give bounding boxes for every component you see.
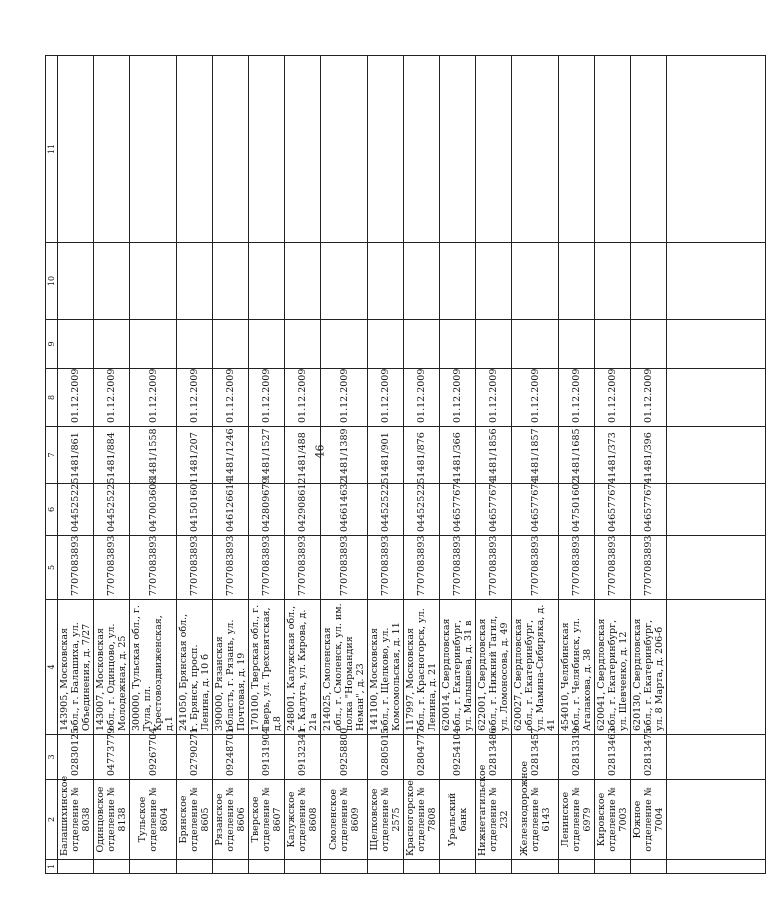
empty-cell bbox=[58, 56, 94, 243]
column-number: 6 bbox=[46, 484, 58, 536]
empty-cell bbox=[368, 320, 404, 369]
empty-cell bbox=[667, 56, 766, 243]
inn-value: 7707083893 bbox=[130, 536, 177, 600]
registration-number: 1481/207 bbox=[177, 427, 213, 484]
empty-cell bbox=[559, 56, 595, 243]
bik-value: 046577674 bbox=[512, 484, 559, 536]
branch-name: Нижнетагильское отделение № 232 bbox=[476, 780, 512, 860]
table-row bbox=[440, 56, 476, 874]
row-number bbox=[94, 860, 130, 874]
date-value: 01.12.2009 bbox=[631, 369, 667, 427]
row-number bbox=[595, 860, 631, 874]
okpo-code: 02813463 bbox=[595, 735, 631, 780]
row-number bbox=[631, 860, 667, 874]
empty-cell bbox=[512, 56, 559, 243]
branch-address: 454010, Челябинская обл., г. Челябинск, ул. Агалакова, д. 38 bbox=[559, 600, 595, 735]
branch-address: 620014, Свердловская обл., г. Екатеринбург, ул. Малышева, д. 31 в bbox=[440, 600, 476, 735]
date-value: 01.12.2009 bbox=[368, 369, 404, 427]
inn-value: 7707083893 bbox=[177, 536, 213, 600]
registration-number: 1481/366 bbox=[440, 427, 476, 484]
empty-cell bbox=[667, 536, 766, 600]
empty-cell bbox=[130, 320, 177, 369]
okpo-code: 09132341 bbox=[285, 735, 321, 780]
branch-name: Щелковское отделение № 2575 bbox=[368, 780, 404, 860]
registration-number: 1481/901 bbox=[368, 427, 404, 484]
empty-cell bbox=[595, 243, 631, 320]
empty-cell bbox=[559, 243, 595, 320]
table-row bbox=[249, 56, 285, 874]
empty-cell bbox=[285, 56, 321, 243]
branch-name: Уральский банк bbox=[440, 780, 476, 860]
okpo-code: 09248701 bbox=[213, 735, 249, 780]
bik-value: 046577674 bbox=[476, 484, 512, 536]
branch-name: Балашихинское отделение № 8038 bbox=[58, 780, 94, 860]
registration-number: 1481/1857 bbox=[512, 427, 559, 484]
empty-cell bbox=[667, 427, 766, 484]
empty-cell bbox=[512, 243, 559, 320]
row-number bbox=[404, 860, 440, 874]
date-value: 01.12.2009 bbox=[440, 369, 476, 427]
bik-value: 044525225 bbox=[58, 484, 94, 536]
empty-cell bbox=[631, 56, 667, 243]
empty-cell bbox=[285, 320, 321, 369]
branch-name: Одинцовское отделение № 8138 bbox=[94, 780, 130, 860]
branch-name: Калужское отделение № 8608 bbox=[285, 780, 321, 860]
branch-name: Ленинское отделение № 6979 bbox=[559, 780, 595, 860]
registration-number: 1481/373 bbox=[595, 427, 631, 484]
table-row bbox=[595, 56, 631, 874]
date-value: 01.12.2009 bbox=[321, 369, 368, 427]
bik-value: 046577674 bbox=[631, 484, 667, 536]
registration-number: 1481/488 bbox=[285, 427, 321, 484]
empty-cell bbox=[213, 320, 249, 369]
empty-cell bbox=[321, 56, 368, 243]
table-row bbox=[213, 56, 249, 874]
empty-cell bbox=[213, 243, 249, 320]
inn-value: 7707083893 bbox=[476, 536, 512, 600]
bik-value: 042908612 bbox=[285, 484, 321, 536]
inn-value: 7707083893 bbox=[440, 536, 476, 600]
inn-value: 7707083893 bbox=[58, 536, 94, 600]
branch-address: 620041, Свердловская обл., г. Екатеринбург, ул. Шевченко, д. 12 bbox=[595, 600, 631, 735]
inn-value: 7707083893 bbox=[595, 536, 631, 600]
empty-cell bbox=[631, 243, 667, 320]
row-number bbox=[249, 860, 285, 874]
empty-cell bbox=[130, 243, 177, 320]
column-number: 5 bbox=[46, 536, 58, 600]
empty-cell bbox=[177, 243, 213, 320]
empty-row bbox=[667, 56, 766, 874]
okpo-code: 09131904 bbox=[249, 735, 285, 780]
row-number bbox=[476, 860, 512, 874]
branch-address: 241050, Брянская обл., г. Брянск, просп. Ленина, д. 10 б bbox=[177, 600, 213, 735]
empty-cell bbox=[559, 320, 595, 369]
inn-value: 7707083893 bbox=[368, 536, 404, 600]
okpo-code: 02790271 bbox=[177, 735, 213, 780]
document-table-rotated bbox=[45, 56, 665, 874]
okpo-code: 02813457 bbox=[512, 735, 559, 780]
date-value: 01.12.2009 bbox=[404, 369, 440, 427]
bik-value: 046577674 bbox=[595, 484, 631, 536]
okpo-code: 04773779 bbox=[94, 735, 130, 780]
branch-address: 390000, Рязанская область, г. Рязань, ул. Почтовая, д. 19 bbox=[213, 600, 249, 735]
bik-value: 041501601 bbox=[177, 484, 213, 536]
row-number bbox=[559, 860, 595, 874]
inn-value: 7707083893 bbox=[512, 536, 559, 600]
bik-value: 047501602 bbox=[559, 484, 595, 536]
branch-address: 620027, Свердловская обл., г. Екатеринбург, ул. Мамина-Сибиряка, д. 41 bbox=[512, 600, 559, 735]
row-number bbox=[440, 860, 476, 874]
branch-address: 117997, Московская обл., г. Красногорск, ул. Ленина, д. 21 bbox=[404, 600, 440, 735]
date-value: 01.12.2009 bbox=[476, 369, 512, 427]
row-number bbox=[58, 860, 94, 874]
empty-cell bbox=[667, 860, 766, 874]
branch-name: Красногорское отделение № 7808 bbox=[404, 780, 440, 860]
inn-value: 7707083893 bbox=[404, 536, 440, 600]
table-row bbox=[58, 56, 94, 874]
registration-number: 1481/1389 bbox=[321, 427, 368, 484]
empty-cell bbox=[249, 320, 285, 369]
page-number: 46 bbox=[313, 444, 327, 459]
okpo-code: 02830125 bbox=[58, 735, 94, 780]
empty-cell bbox=[595, 320, 631, 369]
column-number: 3 bbox=[46, 735, 58, 780]
table-row bbox=[130, 56, 177, 874]
okpo-code: 02813486 bbox=[476, 735, 512, 780]
date-value: 01.12.2009 bbox=[58, 369, 94, 427]
date-value: 01.12.2009 bbox=[559, 369, 595, 427]
okpo-code: 09267704 bbox=[130, 735, 177, 780]
empty-cell bbox=[321, 320, 368, 369]
row-number bbox=[321, 860, 368, 874]
empty-cell bbox=[130, 56, 177, 243]
empty-cell bbox=[667, 780, 766, 860]
table-row bbox=[321, 56, 368, 874]
okpo-code: 02804777 bbox=[404, 735, 440, 780]
date-value: 01.12.2009 bbox=[249, 369, 285, 427]
branch-name: Железнодорожное отделение № 6143 bbox=[512, 780, 559, 860]
empty-cell bbox=[440, 56, 476, 243]
empty-cell bbox=[249, 243, 285, 320]
empty-cell bbox=[58, 320, 94, 369]
branch-name: Кировское отделение № 7003 bbox=[595, 780, 631, 860]
inn-value: 7707083893 bbox=[285, 536, 321, 600]
table-row bbox=[94, 56, 130, 874]
row-number bbox=[285, 860, 321, 874]
empty-cell bbox=[667, 320, 766, 369]
empty-cell bbox=[476, 320, 512, 369]
inn-value: 7707083893 bbox=[94, 536, 130, 600]
empty-cell bbox=[667, 484, 766, 536]
empty-cell bbox=[368, 243, 404, 320]
empty-cell bbox=[512, 320, 559, 369]
okpo-code: 09258800 bbox=[321, 735, 368, 780]
branch-address: 248001, Калужская обл., г. Калуга, ул. Кирова, д. 21а bbox=[285, 600, 321, 735]
empty-cell bbox=[321, 243, 368, 320]
empty-cell bbox=[94, 320, 130, 369]
registration-number: 1481/396 bbox=[631, 427, 667, 484]
bik-value: 046126614 bbox=[213, 484, 249, 536]
inn-value: 7707083893 bbox=[321, 536, 368, 600]
column-number: 11 bbox=[46, 56, 58, 243]
column-number: 2 bbox=[46, 780, 58, 860]
column-number: 8 bbox=[46, 369, 58, 427]
registration-number: 1481/1527 bbox=[249, 427, 285, 484]
bik-value: 044525225 bbox=[404, 484, 440, 536]
table-row bbox=[285, 56, 321, 874]
empty-cell bbox=[667, 369, 766, 427]
branch-name: Южное отделение № 7004 bbox=[631, 780, 667, 860]
branch-address: 620130, Свердловская обл., г. Екатеринбург, ул. 8 Марта, д. 206-б bbox=[631, 600, 667, 735]
branch-address: 143905, Московская обл., г. Балашиха, ул. Объединения, д. 7/27 bbox=[58, 600, 94, 735]
empty-cell bbox=[404, 56, 440, 243]
empty-cell bbox=[476, 243, 512, 320]
column-number: 7 bbox=[46, 427, 58, 484]
okpo-code: 02813319 bbox=[559, 735, 595, 780]
inn-value: 7707083893 bbox=[213, 536, 249, 600]
empty-cell bbox=[667, 600, 766, 735]
row-number bbox=[368, 860, 404, 874]
branch-address: 141100, Московская обл., г. Щелково, ул. Комсомольская, д. 11 bbox=[368, 600, 404, 735]
branch-address: 170100, Тверская обл., г. Тверь, ул. Трехсвятская, д.8 bbox=[249, 600, 285, 735]
bik-value: 044525225 bbox=[368, 484, 404, 536]
date-value: 01.12.2009 bbox=[512, 369, 559, 427]
row-number bbox=[130, 860, 177, 874]
registration-number: 1481/1856 bbox=[476, 427, 512, 484]
date-value: 01.12.2009 bbox=[213, 369, 249, 427]
empty-cell bbox=[404, 320, 440, 369]
column-number: 1 bbox=[46, 860, 58, 874]
empty-cell bbox=[667, 243, 766, 320]
registration-number: 1481/1246 bbox=[213, 427, 249, 484]
bik-value: 046577674 bbox=[440, 484, 476, 536]
bik-value: 042809679 bbox=[249, 484, 285, 536]
branch-address: 214025, Смоленская обл., г. Смоленск, ул. им. полка "Нормандия Неман", д. 23 bbox=[321, 600, 368, 735]
empty-cell bbox=[631, 320, 667, 369]
date-value: 01.12.2009 bbox=[285, 369, 321, 427]
table-row bbox=[512, 56, 559, 874]
empty-cell bbox=[213, 56, 249, 243]
branch-address: 300000, Тульская обл., г. Тула, пл. Крестовоздвиженская, д.1 bbox=[130, 600, 177, 735]
branch-address: 622001, Свердловская обл., г. Нижний Тагил, ул. Ломоносова, д. 49 bbox=[476, 600, 512, 735]
empty-cell bbox=[177, 56, 213, 243]
branch-name: Брянское отделение № 8605 bbox=[177, 780, 213, 860]
table-row bbox=[476, 56, 512, 874]
branch-name: Тверское отделение № 8607 bbox=[249, 780, 285, 860]
empty-cell bbox=[177, 320, 213, 369]
bik-value: 047003608 bbox=[130, 484, 177, 536]
table-row bbox=[368, 56, 404, 874]
empty-cell bbox=[440, 320, 476, 369]
registration-number: 1481/876 bbox=[404, 427, 440, 484]
okpo-code: 09254104 bbox=[440, 735, 476, 780]
column-number: 4 bbox=[46, 600, 58, 735]
table-row bbox=[177, 56, 213, 874]
empty-cell bbox=[94, 56, 130, 243]
column-number-row bbox=[46, 56, 58, 874]
empty-cell bbox=[249, 56, 285, 243]
empty-cell bbox=[440, 243, 476, 320]
bik-value: 044525225 bbox=[94, 484, 130, 536]
okpo-code: 02805015 bbox=[368, 735, 404, 780]
inn-value: 7707083893 bbox=[559, 536, 595, 600]
column-number: 10 bbox=[46, 243, 58, 320]
row-number bbox=[512, 860, 559, 874]
column-number: 9 bbox=[46, 320, 58, 369]
okpo-code: 02813475 bbox=[631, 735, 667, 780]
inn-value: 7707083893 bbox=[631, 536, 667, 600]
registration-number: 1481/1558 bbox=[130, 427, 177, 484]
empty-cell bbox=[285, 243, 321, 320]
table-row bbox=[404, 56, 440, 874]
empty-cell bbox=[476, 56, 512, 243]
empty-cell bbox=[94, 243, 130, 320]
date-value: 01.12.2009 bbox=[177, 369, 213, 427]
table-row bbox=[559, 56, 595, 874]
registration-number: 1481/1685 bbox=[559, 427, 595, 484]
inn-value: 7707083893 bbox=[249, 536, 285, 600]
row-number bbox=[213, 860, 249, 874]
registration-number: 1481/861 bbox=[58, 427, 94, 484]
empty-cell bbox=[595, 56, 631, 243]
date-value: 01.12.2009 bbox=[94, 369, 130, 427]
empty-cell bbox=[58, 243, 94, 320]
branches-table bbox=[45, 55, 766, 874]
empty-cell bbox=[368, 56, 404, 243]
empty-cell bbox=[404, 243, 440, 320]
date-value: 01.12.2009 bbox=[595, 369, 631, 427]
branch-name: Смоленское отделение № 8609 bbox=[321, 780, 368, 860]
empty-cell bbox=[667, 735, 766, 780]
date-value: 01.12.2009 bbox=[130, 369, 177, 427]
table-row bbox=[631, 56, 667, 874]
branch-name: Рязанское отделение № 8606 bbox=[213, 780, 249, 860]
bik-value: 046614632 bbox=[321, 484, 368, 536]
registration-number: 1481/884 bbox=[94, 427, 130, 484]
row-number bbox=[177, 860, 213, 874]
branch-name: Тульское отделение № 8604 bbox=[130, 780, 177, 860]
branch-address: 143007, Московская обл., г. Одинцово, ул. Молодежная, д. 25 bbox=[94, 600, 130, 735]
